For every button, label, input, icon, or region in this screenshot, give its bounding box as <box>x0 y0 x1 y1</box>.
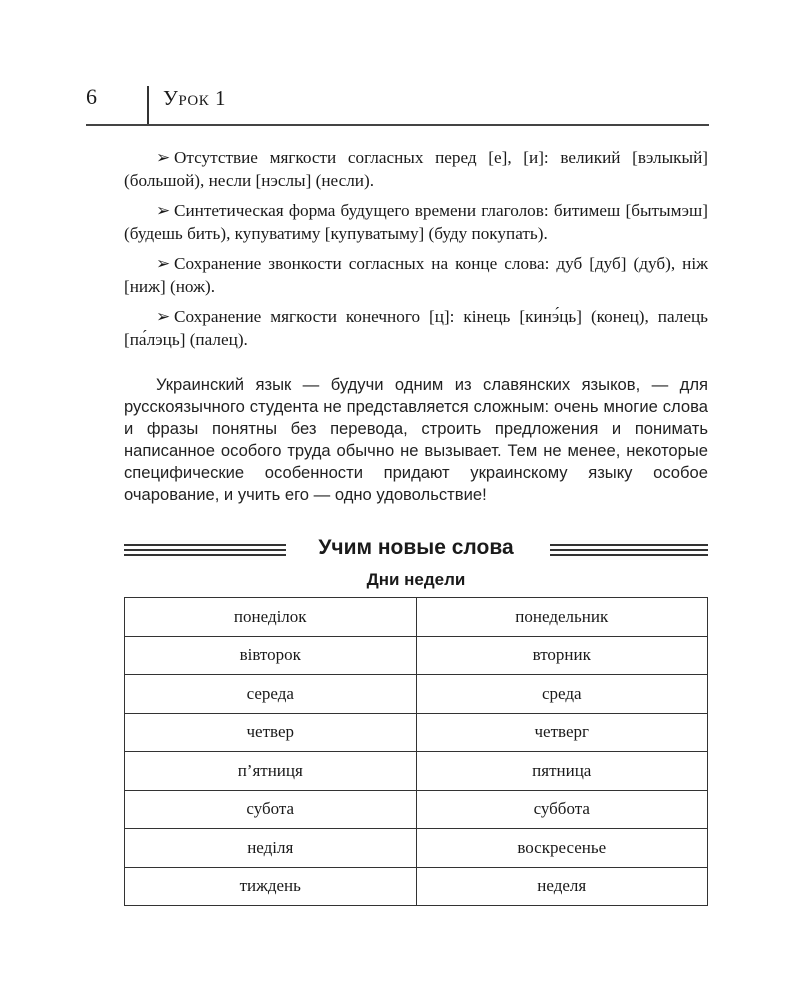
table-row <box>125 636 708 675</box>
ukrainian-word: вівторок <box>125 636 417 675</box>
section-title: Учим новые слова <box>318 536 514 559</box>
russian-word: четверг <box>416 713 708 752</box>
ukrainian-word: понеділок <box>125 598 417 637</box>
russian-word: вторник <box>416 636 708 675</box>
table-row <box>125 598 708 637</box>
vocabulary-table <box>124 597 708 906</box>
table-row <box>125 752 708 791</box>
feature-list <box>124 146 708 358</box>
heading-lines-right <box>550 544 708 556</box>
feature-text: Отсутствие мягкости согласных перед [е], [и]: великий [вэлыкый] (большой), несли [нэслы] (несли). <box>124 148 708 190</box>
russian-word: суббота <box>416 790 708 829</box>
arrow-bullet-icon: ➢ <box>156 201 171 220</box>
ukrainian-word: тиждень <box>125 867 417 906</box>
ukrainian-word: п’ятниця <box>125 752 417 791</box>
arrow-bullet-icon: ➢ <box>156 254 171 273</box>
feature-item <box>124 252 708 298</box>
ukrainian-word: середа <box>125 675 417 714</box>
feature-text: Сохранение мягкости конечного [ц]: кінець [кинэ́ць] (конец), палець [па́лэць] (палец). <box>124 307 708 349</box>
table-row <box>125 675 708 714</box>
ukrainian-word: четвер <box>125 713 417 752</box>
feature-item <box>124 199 708 245</box>
russian-word: воскресенье <box>416 829 708 868</box>
table-row <box>125 713 708 752</box>
table-row <box>125 867 708 906</box>
feature-item <box>124 305 708 351</box>
arrow-bullet-icon: ➢ <box>156 148 171 167</box>
ukrainian-word: субота <box>125 790 417 829</box>
table-caption: Дни недели <box>366 570 466 589</box>
russian-word: понедельник <box>416 598 708 637</box>
table-row <box>125 829 708 868</box>
section-heading <box>124 536 708 564</box>
page-number: 6 <box>86 84 97 109</box>
feature-text: Сохранение звонкости согласных на конце слова: дуб [дуб] (дуб), ніж [ниж] (нож). <box>124 254 708 296</box>
ukrainian-word: неділя <box>125 829 417 868</box>
table-row <box>125 790 708 829</box>
russian-word: пятница <box>416 752 708 791</box>
lesson-title: Урок 1 <box>163 86 226 110</box>
feature-text: Синтетическая форма будущего времени глаголов: битимеш [бытымэш] (будешь бить), купуватиму [купуватыму] (буду покупать). <box>124 201 708 243</box>
arrow-bullet-icon: ➢ <box>156 307 171 326</box>
russian-word: среда <box>416 675 708 714</box>
feature-item <box>124 146 708 192</box>
header-divider <box>147 86 149 126</box>
intro-paragraph: Украинский язык — будучи одним из славянских языков, — для русскоязычного студента не представляется сложным: очень многие слова и фразы понятны без перевода, строить предложения и понимать написанное особого труда обычно не вызывает. Тем не менее, некоторые специфические особенности придают украинскому языку особое очарование, и учить его — одно удовольствие! <box>124 375 708 504</box>
header-rule <box>86 124 709 126</box>
russian-word: неделя <box>416 867 708 906</box>
